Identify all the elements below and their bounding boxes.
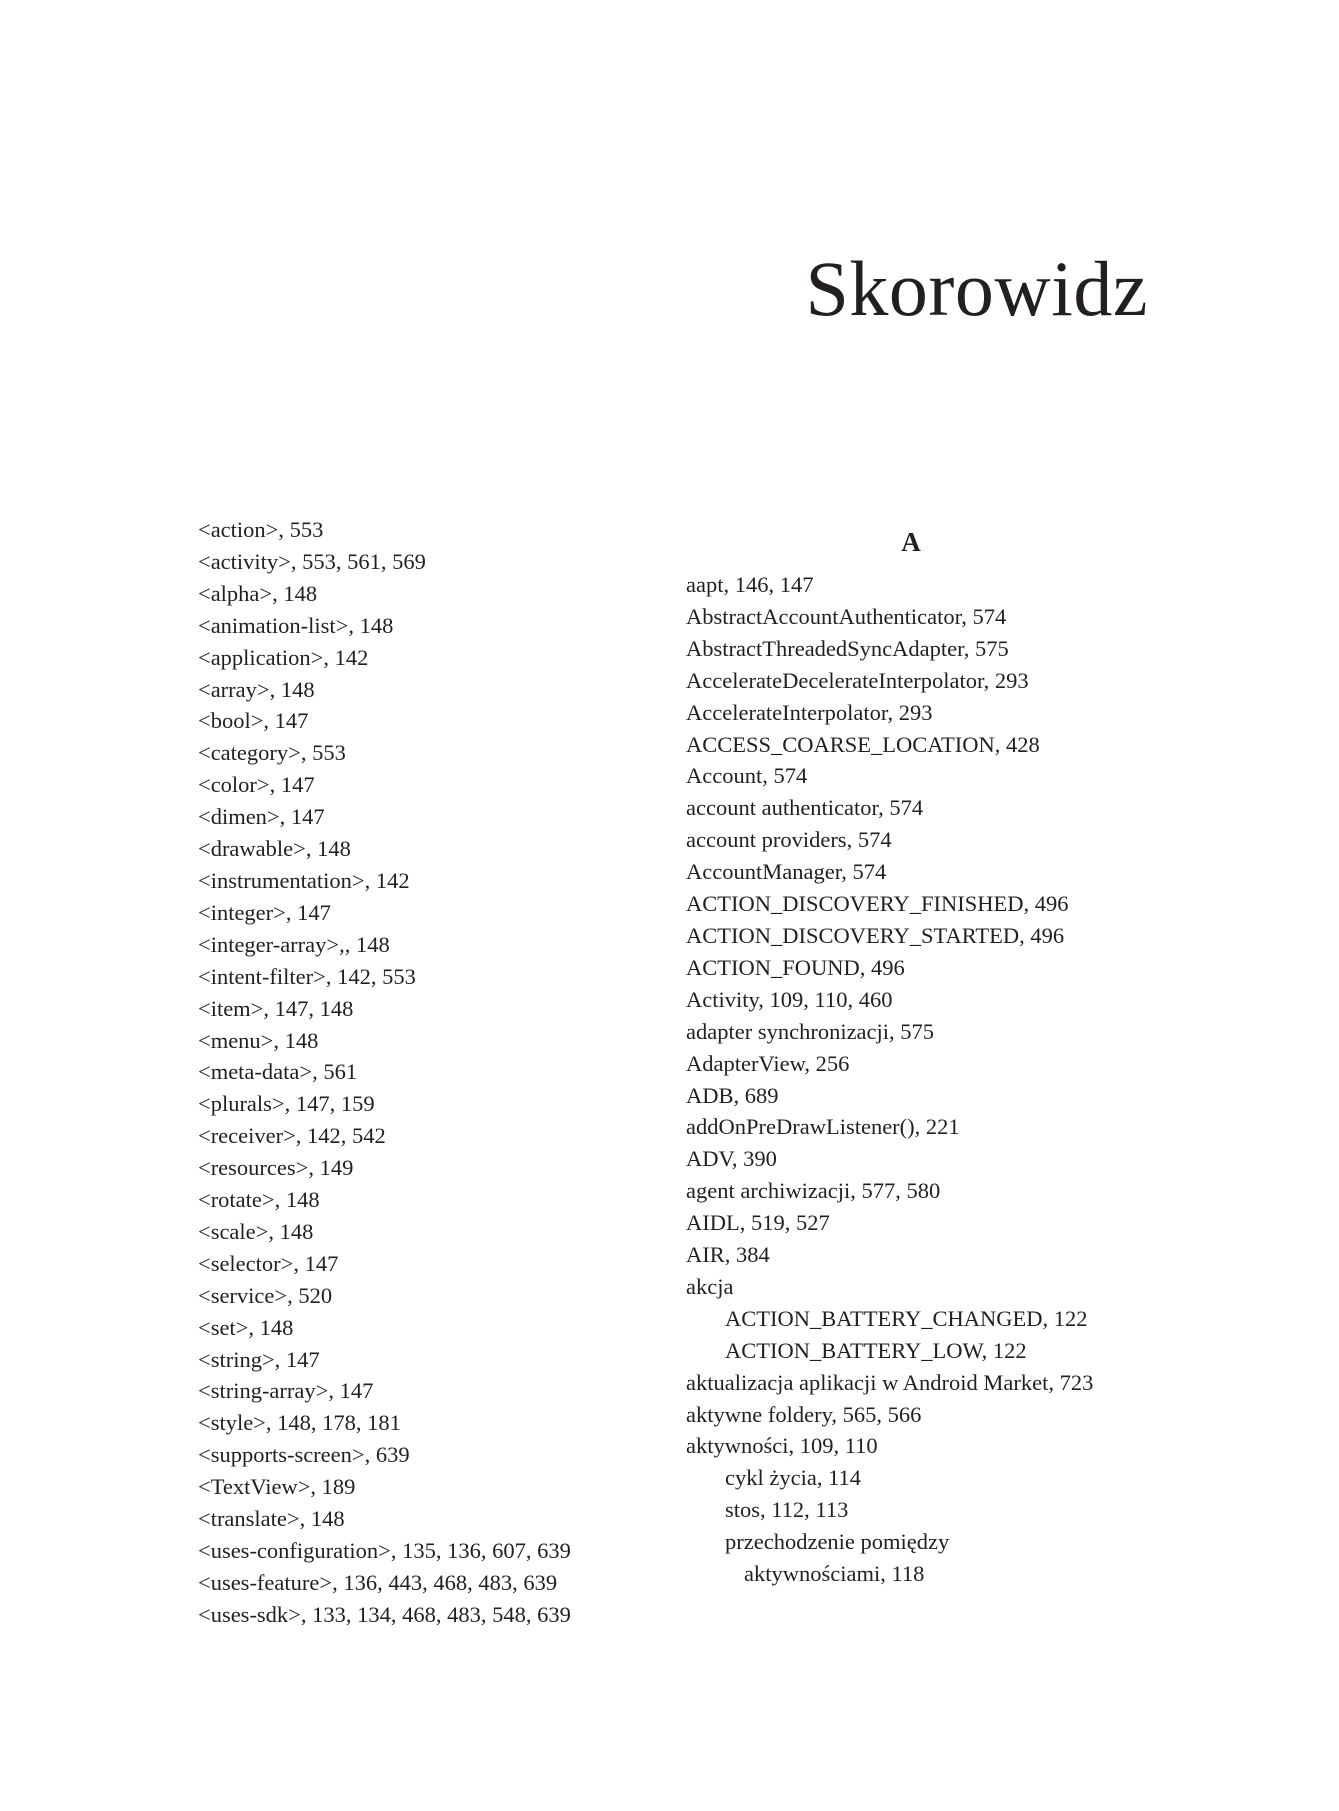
index-entry: <set>, 148 [198,1314,294,1340]
index-entry: ACTION_DISCOVERY_FINISHED, 496 [686,891,1069,917]
index-column-left [198,514,658,1631]
index-entry: <resources>, 149 [198,1155,354,1181]
index-entry: ACTION_DISCOVERY_STARTED, 496 [686,922,1065,948]
index-entry: ACTION_FOUND, 496 [686,954,905,980]
index-subentry: ACTION_BATTERY_CHANGED, 122 [725,1305,1088,1331]
index-entry: <application>, 142 [198,644,369,670]
index-entry: <integer-array>,, 148 [198,931,390,957]
index-entry: <uses-feature>, 136, 443, 468, 483, 639 [198,1569,558,1595]
index-subentry: przechodzenie pomiędzy [725,1529,950,1555]
index-entry: <intent-filter>, 142, 553 [198,963,416,989]
index-entry: <service>, 520 [198,1282,333,1308]
index-entry: <uses-configuration>, 135, 136, 607, 639 [198,1538,571,1563]
index-entry: AccelerateDecelerateInterpolator, 293 [686,667,1029,693]
index-entry: AbstractThreadedSyncAdapter, 575 [686,635,1009,661]
index-entry: ADV, 390 [686,1146,777,1172]
index-entry: <bool>, 147 [198,708,309,734]
index-entry: <scale>, 148 [198,1218,314,1244]
index-entry: <category>, 553 [198,740,346,766]
index-entry: <receiver>, 142, 542 [198,1123,386,1149]
index-entry: AIDL, 519, 527 [686,1210,830,1236]
index-entry: <instrumentation>, 142 [198,867,410,893]
index-entry: <alpha>, 148 [198,580,318,606]
index-entry: AccountManager, 574 [686,859,887,885]
index-entry: <activity>, 553, 561, 569 [198,548,426,574]
index-entry: <TextView>, 189 [198,1474,356,1500]
index-subentry: cykl życia, 114 [725,1465,861,1491]
index-entry: ACCESS_COARSE_LOCATION, 428 [686,731,1040,757]
index-entry: AccelerateInterpolator, 293 [686,699,933,725]
index-entry: <selector>, 147 [198,1250,339,1276]
index-entry: <meta-data>, 561 [198,1059,358,1085]
index-entry: <animation-list>, 148 [198,612,394,638]
index-entry: <drawable>, 148 [198,836,351,862]
index-entry: <supports-screen>, 639 [198,1442,410,1468]
index-entry: Account, 574 [686,763,808,789]
page-title: Skorowidz [805,245,1148,332]
index-entry: adapter synchronizacji, 575 [686,1018,935,1044]
index-entry: <dimen>, 147 [198,804,325,830]
index-entry: account providers, 574 [686,827,892,853]
index-entry: aktywności, 109, 110 [686,1433,878,1459]
index-entry: <plurals>, 147, 159 [198,1091,375,1117]
index-entry: <menu>, 148 [198,1027,319,1053]
index-entry: <uses-sdk>, 133, 134, 468, 483, 548, 639 [198,1601,571,1627]
index-entry: <string-array>, 147 [198,1378,374,1404]
index-entry: ADB, 689 [686,1082,779,1108]
index-entry: aktualizacja aplikacji w Android Market, 723 [686,1369,1094,1395]
section-letter: A [901,527,921,557]
index-entry: account authenticator, 574 [686,795,924,821]
index-entry: <rotate>, 148 [198,1187,320,1213]
index-entry: aktywne foldery, 565, 566 [686,1401,922,1427]
index-entry: akcja [686,1273,734,1299]
index-entry: <item>, 147, 148 [198,995,354,1021]
index-subentry: ACTION_BATTERY_LOW, 122 [725,1337,1027,1363]
index-entry: aapt, 146, 147 [686,572,814,597]
index-entry: <array>, 148 [198,676,315,702]
index-entry: <string>, 147 [198,1346,320,1372]
index-entry: AbstractAccountAuthenticator, 574 [686,603,1007,629]
index-entry: <translate>, 148 [198,1506,345,1532]
index-entry: agent archiwizacji, 577, 580 [686,1178,941,1204]
index-entry: <action>, 553 [198,517,324,542]
index-column-right [686,514,1206,1590]
index-entry: AIR, 384 [686,1242,770,1268]
index-entry: AdapterView, 256 [686,1050,850,1076]
index-subentry: stos, 112, 113 [725,1497,849,1523]
index-subentry-continuation: aktywnościami, 118 [744,1561,925,1587]
index-entry: <style>, 148, 178, 181 [198,1410,401,1436]
index-entry: <integer>, 147 [198,899,331,925]
index-entry: addOnPreDrawListener(), 221 [686,1114,960,1140]
index-entry: Activity, 109, 110, 460 [686,986,893,1012]
index-entry: <color>, 147 [198,772,315,798]
